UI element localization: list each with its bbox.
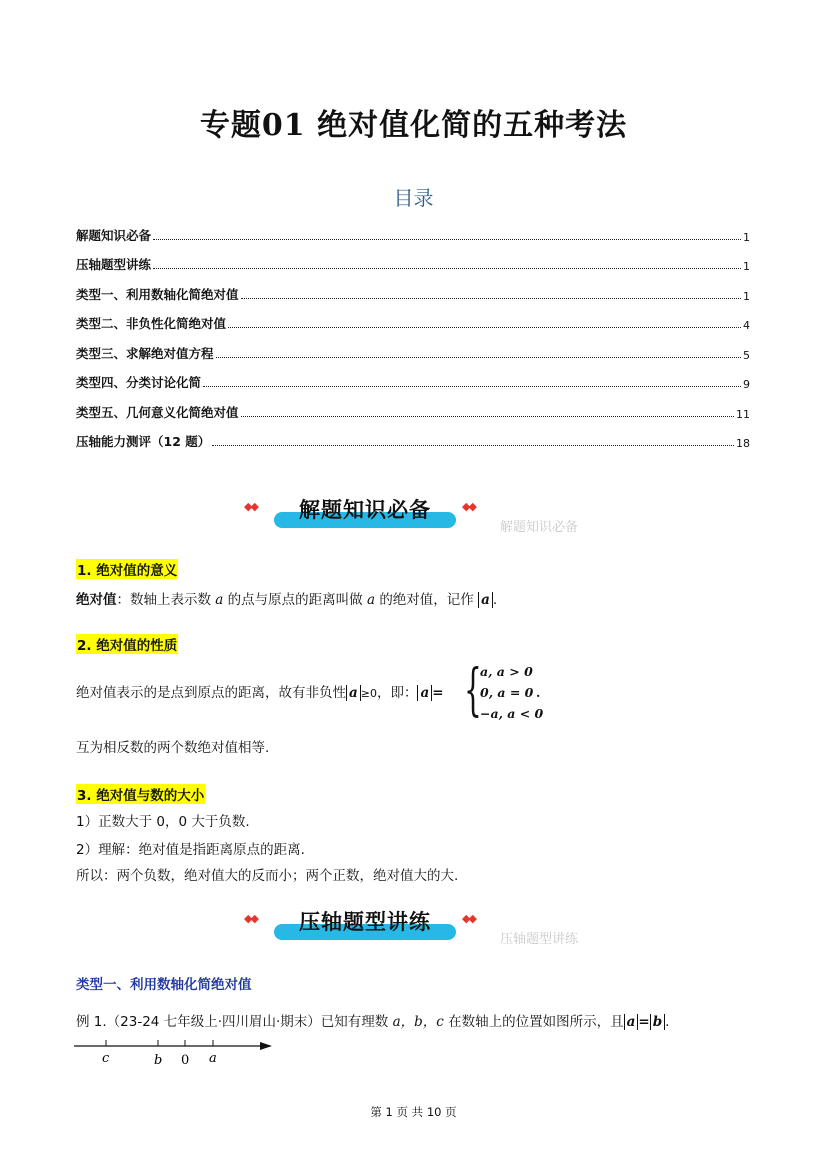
section-heading-1: 1. 绝对值的意义	[76, 559, 178, 579]
table-of-contents	[76, 214, 750, 450]
abs-property: 绝对值表示的是点到原点的距离，故有非负性 a ≥0，即： a =	[76, 685, 444, 701]
diamond-icon: ◆◆	[244, 912, 257, 925]
page-title: 专题01 绝对值化简的五种考法	[199, 108, 628, 143]
example-1-text: 例 1.（23-24 七年级上·四川眉山·期末）已知有理数 a，b，c 在数轴上的位置如图所示，且 a = b .	[76, 1014, 670, 1030]
section-heading-2: 2. 绝对值的性质	[76, 634, 178, 654]
toc-item[interactable]: 类型二、非负性化简绝对值 4	[76, 316, 750, 332]
opposite-numbers-text: 互为相反数的两个数绝对值相等.	[76, 740, 270, 756]
diamond-icon: ◆◆	[462, 500, 475, 513]
type-heading-1: 类型一、利用数轴化简绝对值	[76, 977, 252, 993]
section-banner-knowledge	[244, 494, 604, 544]
section-heading-3: 3. 绝对值与数的大小	[76, 784, 205, 804]
toc-item[interactable]: 压轴能力测评（12 题） 18	[76, 434, 750, 450]
abs-definition: 绝对值：数轴上表示数 a 的点与原点的距离叫做 a 的绝对值，记作 a .	[76, 592, 498, 608]
point-label: c	[102, 1051, 110, 1066]
compare-line-1: 1）正数大于 0，0 大于负数.	[76, 814, 250, 830]
toc-heading: 目录	[393, 186, 434, 210]
section-banner-practice	[244, 906, 604, 956]
toc-item[interactable]: 解题知识必备 1	[76, 227, 750, 244]
banner-title: 解题知识必备	[299, 498, 431, 522]
diamond-icon: ◆◆	[244, 500, 257, 513]
toc-item[interactable]: 类型五、几何意义化简绝对值 11	[76, 404, 750, 421]
banner-watermark: 解题知识必备	[500, 520, 579, 535]
compare-line-3: 所以：两个负数，绝对值大的反而小；两个正数，绝对值大的大.	[76, 868, 459, 884]
page-footer: 第 1 页 共 10 页	[370, 1105, 457, 1119]
toc-item[interactable]: 类型四、分类讨论化简 9	[76, 375, 750, 391]
toc-item[interactable]: 类型三、求解绝对值方程 5	[76, 345, 750, 362]
diamond-icon: ◆◆	[462, 912, 475, 925]
number-line	[74, 1036, 284, 1068]
banner-title: 压轴题型讲练	[299, 910, 431, 934]
point-label: a	[209, 1051, 217, 1066]
toc-item[interactable]: 类型一、利用数轴化简绝对值 1	[76, 286, 750, 303]
banner-watermark: 压轴题型讲练	[500, 932, 579, 947]
point-label: b	[154, 1053, 163, 1068]
toc-item[interactable]: 压轴题型讲练 1	[76, 257, 750, 273]
point-label: 0	[181, 1053, 190, 1068]
compare-line-2: 2）理解：绝对值是指距离原点的距离.	[76, 842, 305, 858]
piecewise-cases: { a, a > 0 0, a = 0 −a, a < 0 .	[464, 658, 544, 723]
